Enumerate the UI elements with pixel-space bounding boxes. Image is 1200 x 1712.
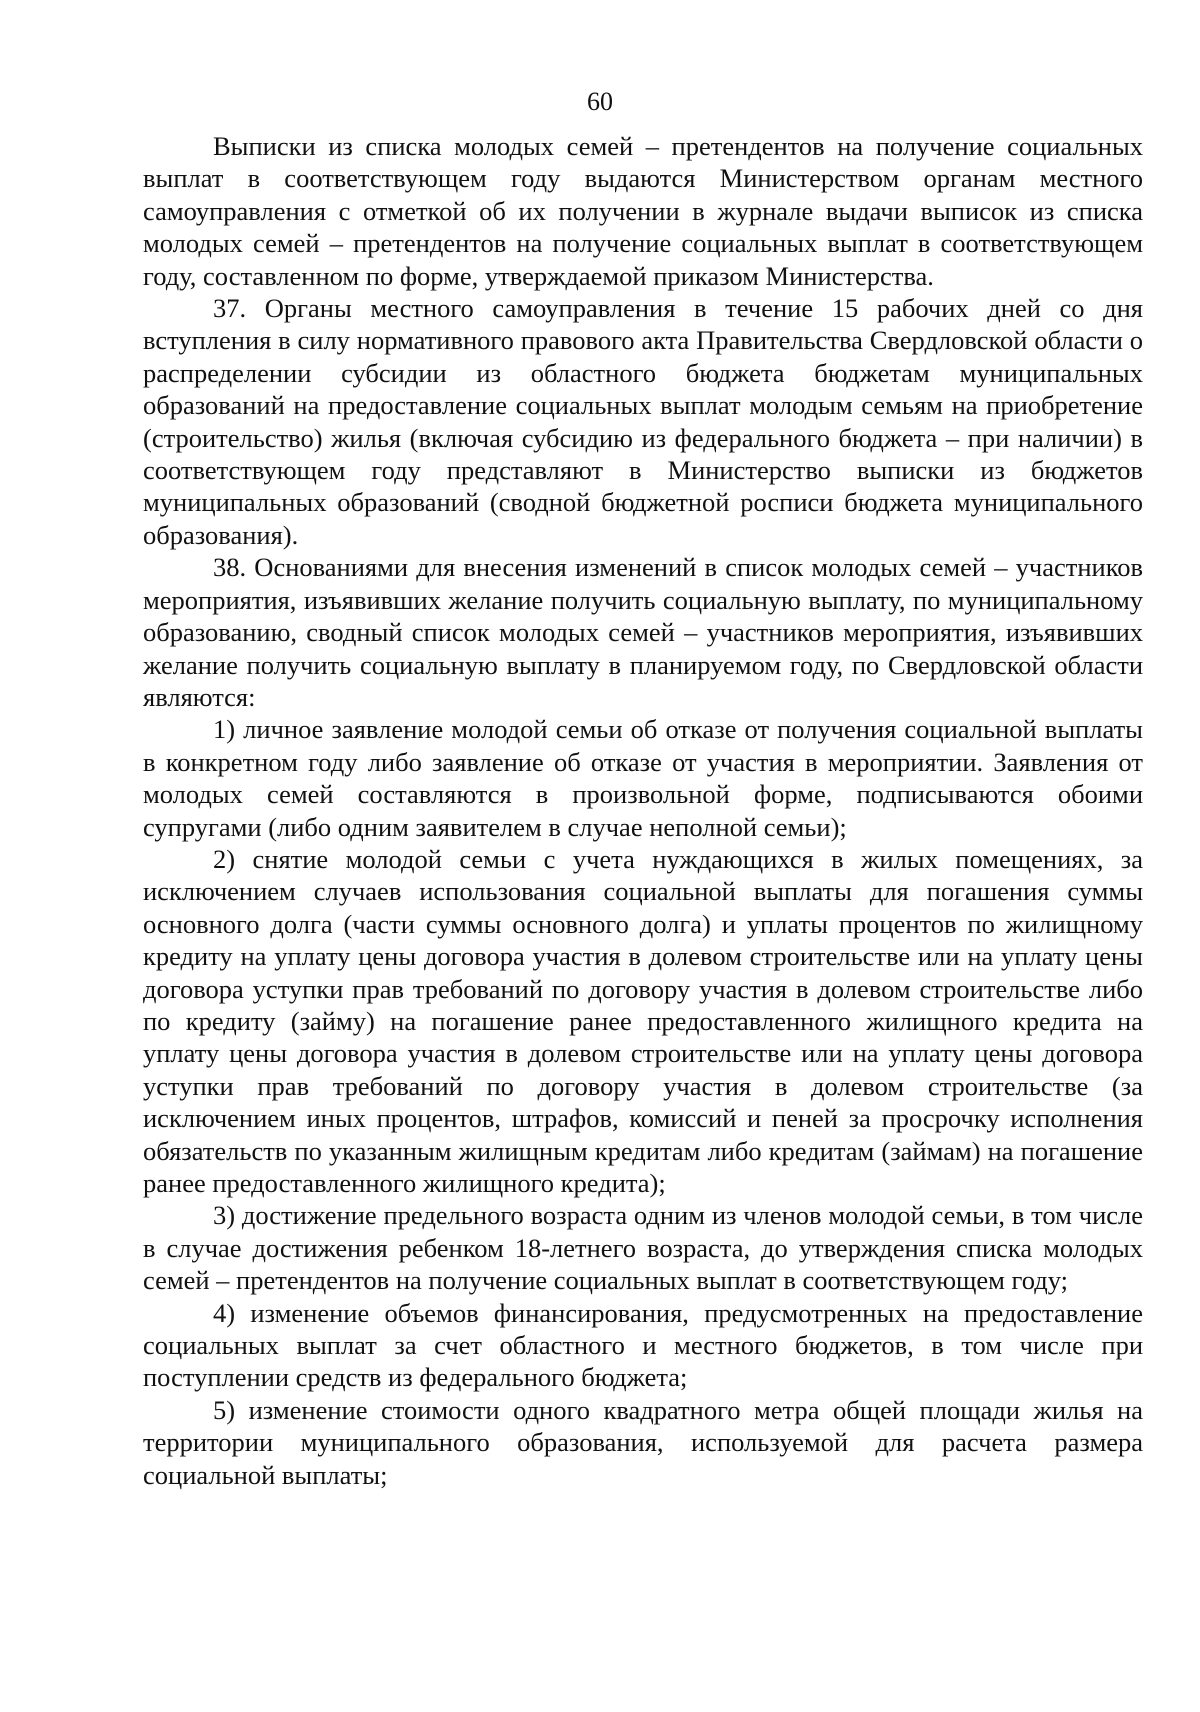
paragraph-extract-issuance: Выписки из списка молодых семей – претендентов на получение социальных выплат в соответствующем году выдаются Министерством органам местного самоуправления с отметкой об их получении в журнале выдачи выписок из списка молодых семей – претендентов на получение социальных выплат в соответствующем году, составленном по форме, утверждаемой приказом Министерства.: [143, 131, 1143, 291]
list-item-1: 1) личное заявление молодой семьи об отказе от получения социальной выплаты в конкретном году либо заявление об отказе от участия в мероприятии. Заявления от молодых семей составляются в произвольной форме, подписываются обоими супругами (либо одним заявителем в случае неполной семьи);: [143, 714, 1143, 842]
paragraph-item-37: 37. Органы местного самоуправления в течение 15 рабочих дней со дня вступления в силу нормативного правового акта Правительства Свердловской области о распределении субсидии из областного бюджета бюджетам муниципальных образований на предоставление социальных выплат молодым семьям на приобретение (строительство) жилья (включая субсидию из федерального бюджета – при наличии) в соответствующем году представляют в Министерство выписки из бюджетов муниципальных образований (сводной бюджетной росписи бюджета муниципального образования).: [143, 293, 1143, 550]
list-item-5: 5) изменение стоимости одного квадратного метра общей площади жилья на территории муниципального образования, используемой для расчета размера социальной выплаты;: [143, 1394, 1143, 1490]
list-item-4: 4) изменение объемов финансирования, предусмотренных на предоставление социальных выплат за счет областного и местного бюджетов, в том числе при поступлении средств из федерального бюджета;: [143, 1297, 1143, 1393]
document-body: [143, 130, 1143, 1491]
page-number: 60: [587, 87, 613, 116]
paragraph-item-38: 38. Основаниями для внесения изменений в список молодых семей – участников мероприятия, изъявивших желание получить социальную выплату, по муниципальному образованию, сводный список молодых семей – участников мероприятия, изъявивших желание получить социальную выплату в планируемом году, по Свердловской области являются:: [143, 552, 1143, 712]
list-item-2: 2) снятие молодой семьи с учета нуждающихся в жилых помещениях, за исключением случаев использования социальной выплаты для погашения суммы основного долга (части суммы основного долга) и уплаты процентов по жилищному кредиту на уплату цены договора участия в долевом строительстве или на уплату цены договора уступки прав требований по договору участия в долевом строительстве либо по кредиту (займу) на погашение ранее предоставленного жилищного кредита на уплату цены договора участия в долевом строительстве или на уплату цены договора уступки прав требований по договору участия в долевом строительстве (за исключением иных процентов, штрафов, комиссий и пеней за просрочку исполнения обязательств по указанным жилищным кредитам либо кредитам (займам) на погашение ранее предоставленного жилищного кредита);: [143, 843, 1143, 1198]
list-item-3: 3) достижение предельного возраста одним из членов молодой семьи, в том числе в случае достижения ребенком 18-летнего возраста, до утверждения списка молодых семей – претендентов на получение социальных выплат в соответствующем году;: [143, 1200, 1143, 1296]
